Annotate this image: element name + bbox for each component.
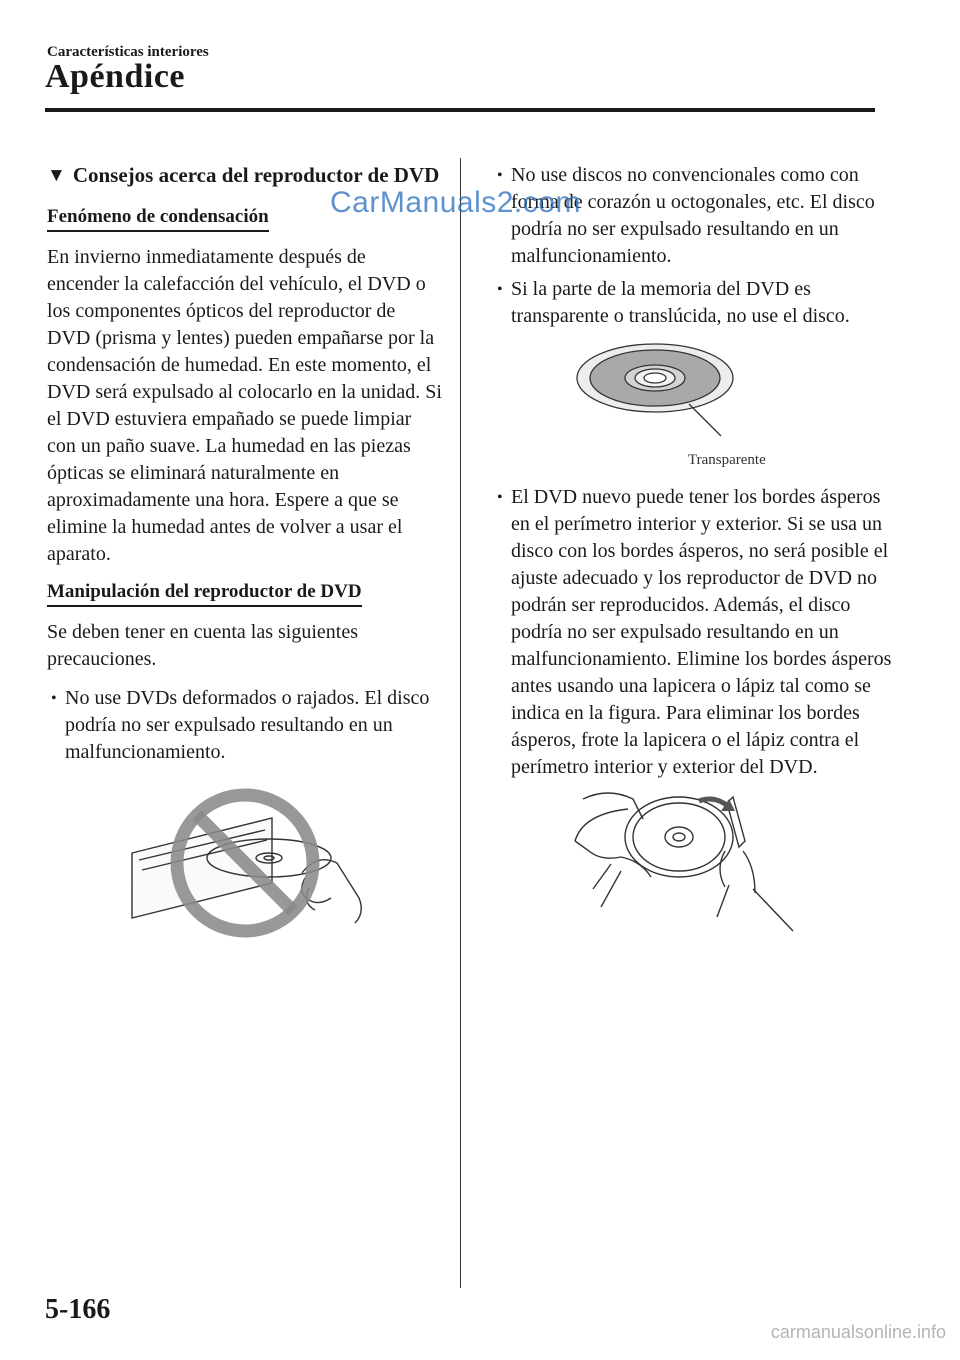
bullet-item: • El DVD nuevo puede tener los bordes ásperos en el perímetro interior y exterior. Si se usa un disco con los bordes ásperos, no será posible el ajuste adecuado y los reproductor de DVD no podrán ser reproducidos. Además, el disco podría no ser expulsado resultando en un malfuncionamiento. Elimine los bordes ásperos antes usando una lapicera o lápiz tal como se indica en la figura. Para eliminar los bordes ásperos, frote la lapicera o el lápiz contra el perímetro interior y exterior del DVD. [497, 486, 892, 778]
bullet-dot-icon: • [497, 281, 503, 298]
transparent-disc-illustration [577, 344, 733, 436]
subheading-condensation: Fenómeno de condensación [47, 205, 269, 232]
bullet-dot-icon: • [51, 690, 57, 707]
left-column [47, 162, 442, 943]
watermark-top: CarManuals2.com [330, 186, 581, 219]
bullet-dot-icon: • [497, 167, 503, 184]
header-rule [45, 108, 875, 112]
disc-and-hands-illustration [575, 793, 793, 931]
bullet-item: • Si la parte de la memoria del DVD es transparente o translúcida, no use el disco. [497, 278, 850, 327]
figure-warped-disc-prohibited [47, 778, 442, 943]
paragraph-precautions: Se deben tener en cuenta las siguientes precauciones. [47, 621, 358, 670]
subheading-handling: Manipulación del reproductor de DVD [47, 580, 362, 607]
watermark-footer: carmanualsonline.info [770, 1322, 946, 1342]
bullet-list-left [47, 685, 442, 766]
figure-remove-rough-edges [493, 789, 893, 954]
topic-heading-text: Consejos acerca del reproductor de DVD [72, 163, 440, 187]
paragraph-condensation: En invierno inmediatamente después de encender la calefacción del vehículo, el DVD o los componentes ópticos del reproductor de DVD (prisma y lentes) pueden empañarse por la condensación de humedad. En este momento, el DVD será expulsado al colocarlo en la unidad. Si el DVD estuviera empañado se puede limpiar con un paño suave. La humedad en las piezas ópticas se eliminará naturalmente en aproximadamente una hora. Espere a que se elimine la humedad antes de volver a usar el aparato. [47, 246, 442, 565]
topic-heading [47, 162, 442, 189]
column-divider [460, 158, 461, 1288]
page-number: 5-166 [45, 1294, 111, 1325]
bullet-item: • No use discos no convencionales como con forma de corazón u octogonales, etc. El disco podría no ser expulsado resultando en un malfuncionamiento. [497, 164, 875, 267]
section-label: Características interiores [47, 44, 209, 60]
right-column [493, 162, 893, 954]
chapter-title: Apéndice [45, 58, 185, 95]
figure-caption: Transparente [688, 452, 766, 468]
figure-transparent-disc [493, 336, 893, 476]
bullet-list-right-bottom [493, 484, 893, 781]
bullet-item: • No use DVDs deformados o rajados. El disco podría no ser expulsado resultando en un malfuncionamiento. [51, 687, 430, 763]
bullet-dot-icon: • [497, 489, 503, 506]
triangle-marker-icon: ▼ [47, 165, 66, 186]
